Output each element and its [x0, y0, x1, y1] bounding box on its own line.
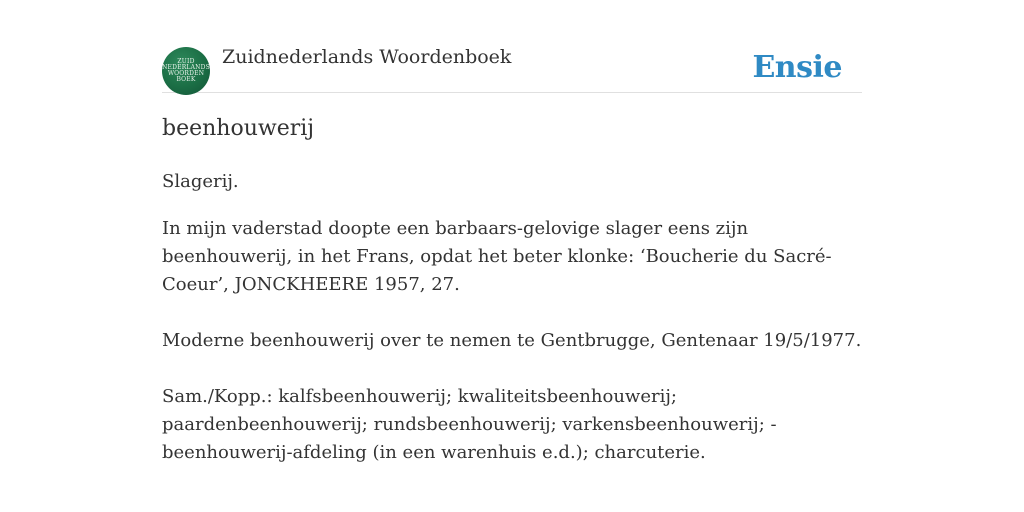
header: [162, 0, 862, 93]
entry-example-2: Moderne beenhouwerij over te nemen te Gentbrugge, Gentenaar 19/5/1977.: [162, 330, 862, 351]
entry-example-1: In mijn vaderstad doopte een barbaars-gelovige slager eens zijn beenhouwerij, in het Frans, opdat het beter klonke: ‘Boucherie du Sacré-Coeur’, JONCKHEERE 1957, 27.: [162, 218, 832, 295]
logo-text-3: WOORDEN: [167, 70, 205, 77]
logo-text-2: NEDERLANDS: [162, 64, 210, 71]
ensie-logo[interactable]: Ensie: [752, 50, 842, 85]
dictionary-logo[interactable]: [162, 47, 210, 95]
dictionary-title[interactable]: Zuidnederlands Woordenboek: [222, 46, 512, 68]
entry-compounds: Sam./Kopp.: kalfsbeenhouwerij; kwaliteitsbeenhouwerij; paardenbeenhouwerij; rundsbeenhouwerij; varkensbeenhouwerij; - beenhouwerij-afdeling (in een warenhuis e.d.); charcuterie.: [162, 386, 777, 463]
entry-definition: Slagerij.: [162, 171, 239, 192]
logo-text-1: ZUID: [177, 58, 195, 65]
page: [162, 0, 862, 463]
logo-text-4: BOEK: [176, 76, 196, 83]
entry-headword: beenhouwerij: [162, 116, 315, 141]
